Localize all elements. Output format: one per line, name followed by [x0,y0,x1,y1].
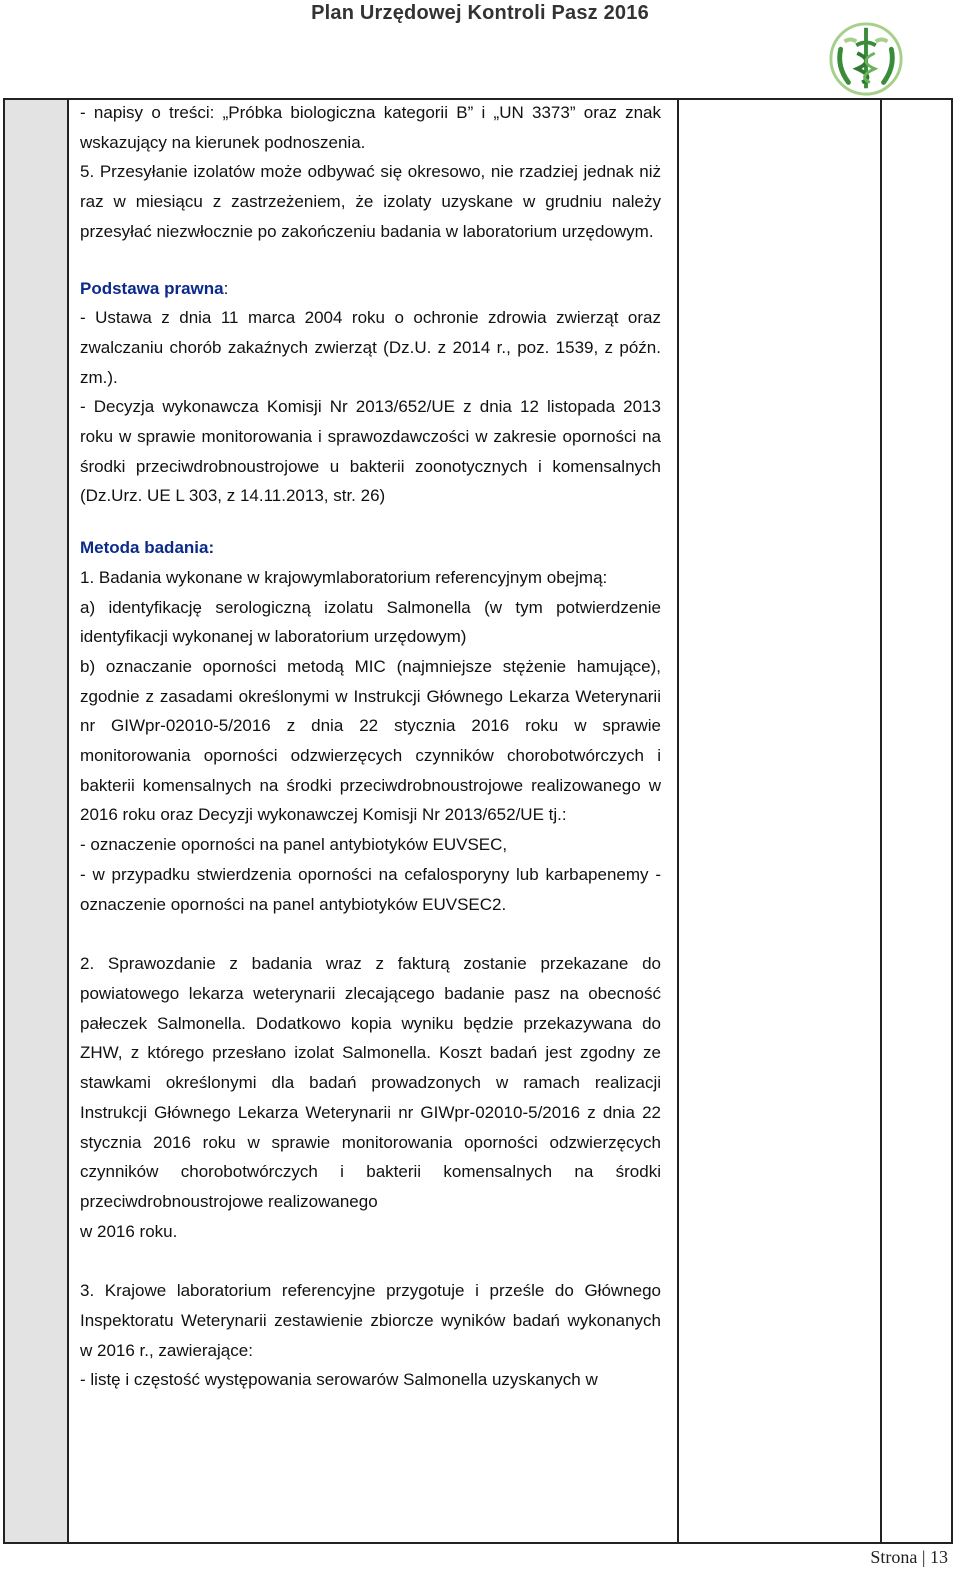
table-content-cell [80,98,661,1395]
table-left-column [5,100,69,1542]
method-item-1b: b) oznaczanie oporności metodą MIC (najmniejsze stężenie hamujące), zgodnie z zasadami określonymi w Instrukcji Głównego Lekarza Weterynarii nr GIWpr-02010-5/2016 z dnia 22 stycznia 2016 roku w sprawie monitorowania oporności odzwierzęcych czynników chorobotwórczych i bakterii komensalnych na środki przeciwdrobnoustrojowe realizowanego w 2016 roku oraz Decyzji wykonawczej Komisji Nr 2013/652/UE tj.: [80,656,661,825]
method-item-1c: - oznaczenie oporności na panel antybiotyków EUVSEC, [80,835,508,855]
method-item-2-year: w 2016 roku. [80,1221,178,1241]
method-item-3a: - listę i częstość występowania serowarów Salmonella uzyskanych w [80,1370,598,1390]
legal-basis-act: - Ustawa z dnia 11 marca 2004 roku o ochronie zdrowia zwierząt oraz zwalczaniu chorób zakaźnych zwierząt (Dz.U. z 2014 r., poz. 1539, z późn. zm.). [80,308,661,387]
table-right-column [677,100,882,1542]
method-item-3: 3. Krajowe laboratorium referencyjne przygotuje i prześle do Głównego Inspektoratu Weterynarii zestawienie zbiorcze wyników badań wykonanych w 2016 r., zawierające: [80,1281,661,1360]
legal-basis-decision: - Decyzja wykonawcza Komisji Nr 2013/652/UE z dnia 12 listopada 2013 roku w sprawie monitorowania i sprawozdawczości w zakresie oporności na środki przeciwdrobnoustrojowe u bakterii zoonotycznych i komensalnych (Dz.Urz. UE L 303, z 14.11.2013, str. 26) [80,397,661,506]
inspection-logo-icon [827,20,905,98]
legal-basis-heading [80,274,661,304]
method-item-1a: a) identyfikację serologiczną izolatu Salmonella (w tym potwierdzenie identyfikacji wykonanej w laboratorium urzędowym) [80,597,661,647]
page-number: Strona | 13 [870,1547,948,1567]
method-heading: Metoda badania: [80,538,215,558]
legal-basis-heading-text: Podstawa prawna [80,278,224,298]
legal-basis-heading-colon: : [223,278,229,298]
paragraph-isolate-shipping: 5. Przesyłanie izolatów może odbywać się okresowo, nie rzadziej jednak niż raz w miesiącu z zastrzeżeniem, że izolaty uzyskane w grudniu należy przesyłać niezwłocznie po zakończeniu badania w laboratorium urzędowym. [80,162,661,241]
method-item-2: 2. Sprawozdanie z badania wraz z fakturą zostanie przekazane do powiatowego lekarza weterynarii zlecającego badanie pasz na obecność pałeczek Salmonella. Dodatkowo kopia wyniku będzie przekazywana do ZHW, z którego przesłano izolat Salmonella. Koszt badań jest zgodny ze stawkami określonymi dla badań prowadzonych w ramach realizacji Instrukcji Głównego Lekarza Weterynarii nr GIWpr-02010-5/2016 z dnia 22 stycznia 2016 roku w sprawie monitorowania oporności odzwierzęcych czynników chorobotwórczych i bakterii komensalnych na środki przeciwdrobnoustrojowe realizowanego [80,954,661,1211]
method-item-1d: - w przypadku stwierdzenia oporności na cefalosporyny lub karbapenemy - oznaczenie oporności na panel antybiotyków EUVSEC2. [80,864,661,914]
method-item-1: 1. Badania wykonane w krajowymlaboratorium referencyjnym obejmą: [80,567,608,587]
page-header-title: Plan Urzędowej Kontroli Pasz 2016 [311,2,649,24]
paragraph-packaging-labels: - napisy o treści: „Próbka biologiczna kategorii B” i „UN 3373” oraz znak wskazujący na kierunek podnoszenia. [80,103,661,152]
